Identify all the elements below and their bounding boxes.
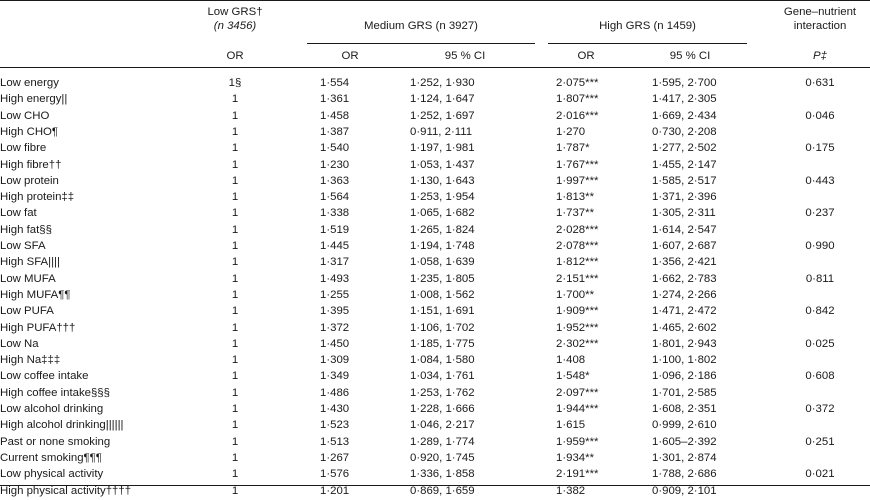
low-or: 1 <box>231 125 239 138</box>
high-ci: 1·595, 2·700 <box>652 77 717 89</box>
row-label: Low fibre <box>0 142 47 155</box>
or-low-header: OR <box>226 50 244 62</box>
medium-or: 1·450 <box>320 337 350 350</box>
high-or: 2·302*** <box>556 337 599 350</box>
low-or: 1 <box>231 321 239 334</box>
p-header: P‡ <box>813 50 827 62</box>
low-or: 1 <box>231 419 239 432</box>
medium-or: 1·513 <box>320 435 350 448</box>
table-row <box>0 91 870 108</box>
low-or: 1 <box>231 435 239 448</box>
row-label: Low alcohol drinking <box>0 403 104 415</box>
high-or: 1·952*** <box>556 321 599 334</box>
medium-or: 1·458 <box>320 109 350 122</box>
table-row <box>0 368 870 385</box>
interaction-p: 0·025 <box>805 337 835 350</box>
row-label: Past or none smoking <box>0 435 111 448</box>
table-row <box>0 189 870 206</box>
high-or: 2·191*** <box>556 468 599 481</box>
medium-or: 1·309 <box>320 354 350 367</box>
high-or: 2·097*** <box>556 386 599 399</box>
table-row <box>0 417 870 434</box>
row-label: Low PUFA <box>0 305 54 318</box>
row-label: High CHO¶ <box>0 125 59 138</box>
table-row <box>0 124 870 141</box>
low-or: 1 <box>231 305 239 318</box>
high-or: 2·075*** <box>556 77 599 89</box>
medium-ci: 1·008, 1·562 <box>410 288 475 301</box>
row-label: Low coffee intake <box>0 370 89 383</box>
or-medium-header: OR <box>341 50 359 62</box>
table-row <box>0 140 870 157</box>
row-label: High PUFA††† <box>0 321 76 334</box>
medium-ci: 1·197, 1·981 <box>410 142 475 155</box>
row-label: High fat§§ <box>0 223 52 236</box>
low-or: 1 <box>231 484 239 497</box>
medium-or: 1·576 <box>320 468 350 481</box>
medium-ci: 1·151, 1·691 <box>410 305 475 318</box>
row-label: High physical activity†††† <box>0 484 132 497</box>
interaction-p: 0·372 <box>805 403 835 415</box>
medium-or: 1·349 <box>320 370 350 383</box>
high-or: 2·028*** <box>556 223 599 236</box>
medium-ci: 1·336, 1·858 <box>410 468 475 481</box>
medium-ci: 1·065, 1·682 <box>410 207 475 220</box>
table-row <box>0 352 870 369</box>
low-or: 1 <box>231 337 239 350</box>
high-or: 1·944*** <box>556 403 599 415</box>
table-row <box>0 238 870 255</box>
interaction-p: 0·021 <box>805 468 835 481</box>
high-or: 1·807*** <box>556 93 599 106</box>
low-or: 1 <box>231 223 239 236</box>
table-row <box>0 287 870 304</box>
medium-or: 1·493 <box>320 272 350 285</box>
table-row <box>0 75 870 92</box>
high-ci: 1·585, 2·517 <box>652 174 717 187</box>
high-ci: 0·909, 2·101 <box>652 484 717 497</box>
medium-or: 1·363 <box>320 174 350 187</box>
table-row <box>0 271 870 288</box>
medium-ci: 1·130, 1·643 <box>410 174 475 187</box>
interaction-p: 0·631 <box>805 77 835 89</box>
low-or: 1 <box>231 370 239 383</box>
medium-or: 1·361 <box>320 93 350 106</box>
medium-or: 1·395 <box>320 305 350 318</box>
high-ci: 1·305, 2·311 <box>652 207 716 220</box>
high-or: 2·078*** <box>556 240 599 252</box>
row-label: High coffee intake§§§ <box>0 386 110 399</box>
high-ci: 1·277, 2·502 <box>652 142 717 155</box>
low-or: 1 <box>231 142 239 155</box>
medium-grs-underline <box>307 43 535 44</box>
interaction-p: 0·842 <box>805 305 835 318</box>
table-row <box>0 320 870 337</box>
high-or: 2·151*** <box>556 272 599 285</box>
interaction-p: 0·811 <box>805 272 835 285</box>
medium-ci: 1·289, 1·774 <box>410 435 475 448</box>
medium-or: 1·387 <box>320 125 350 138</box>
row-label: Low CHO <box>0 109 50 122</box>
high-or: 1·767*** <box>556 158 599 171</box>
high-ci: 1·608, 2·351 <box>652 403 717 415</box>
high-ci: 1·614, 2·547 <box>652 223 717 236</box>
row-label: High fibre†† <box>0 158 62 171</box>
high-ci: 0·730, 2·208 <box>652 125 717 138</box>
interaction-p: 0·251 <box>805 435 835 448</box>
medium-or: 1·519 <box>320 223 350 236</box>
medium-ci: 0·911, 2·111 <box>410 125 473 138</box>
medium-ci: 1·084, 1·580 <box>410 354 475 367</box>
high-ci: 1·356, 2·421 <box>652 256 717 269</box>
medium-ci: 0·869, 1·659 <box>410 484 475 497</box>
high-or: 1·812*** <box>556 256 599 269</box>
high-ci: 1·417, 2·305 <box>652 93 717 106</box>
medium-grs-header: Medium GRS (n 3927) <box>364 20 478 32</box>
table-row <box>0 108 870 125</box>
low-or: 1 <box>231 174 239 187</box>
row-label: High energy|| <box>0 93 68 106</box>
high-ci: 1·471, 2·472 <box>652 305 717 318</box>
row-label: Low fat <box>0 207 37 220</box>
low-or: 1 <box>231 272 239 285</box>
row-label: High SFA|||| <box>0 256 60 269</box>
or-high-header: OR <box>577 50 595 62</box>
high-ci: 1·801, 2·943 <box>652 337 717 350</box>
high-ci: 1·788, 2·686 <box>652 468 717 481</box>
row-label: High MUFA¶¶ <box>0 288 71 301</box>
medium-or: 1·554 <box>320 77 350 89</box>
row-label: Low protein <box>0 174 59 187</box>
medium-ci: 1·034, 1·761 <box>410 370 475 383</box>
row-label: Low MUFA <box>0 272 56 285</box>
table-row <box>0 450 870 467</box>
top-rule <box>0 0 870 1</box>
interaction-p: 0·175 <box>805 142 835 155</box>
high-ci: 1·100, 1·802 <box>652 354 717 367</box>
interaction-header-1: Gene–nutrient <box>783 6 857 18</box>
high-or: 1·959*** <box>556 435 599 448</box>
medium-ci: 1·194, 1·748 <box>410 240 475 252</box>
table-row <box>0 173 870 190</box>
table-row <box>0 205 870 222</box>
high-ci: 1·662, 2·783 <box>652 272 717 285</box>
high-grs-underline <box>548 43 747 44</box>
medium-or: 1·430 <box>320 403 350 415</box>
row-label: Low SFA <box>0 240 46 252</box>
low-or: 1 <box>231 93 239 106</box>
medium-or: 1·317 <box>320 256 350 269</box>
high-ci: 1·096, 2·186 <box>652 370 717 383</box>
low-or: 1 <box>231 158 239 171</box>
table-row <box>0 483 870 500</box>
high-ci: 1·465, 2·602 <box>652 321 717 334</box>
low-or: 1 <box>231 386 239 399</box>
interaction-p: 0·990 <box>805 240 835 252</box>
high-ci: 1·274, 2·266 <box>652 288 717 301</box>
high-ci: 1·371, 2·396 <box>652 191 717 204</box>
table-row <box>0 336 870 353</box>
table-row <box>0 434 870 451</box>
low-or: 1 <box>231 403 239 415</box>
high-ci: 0·999, 2·610 <box>652 419 717 432</box>
high-ci: 1·669, 2·434 <box>652 109 717 122</box>
header-rule <box>0 67 870 68</box>
medium-ci: 1·046, 2·217 <box>410 419 475 432</box>
high-or: 1·548* <box>556 370 590 383</box>
medium-or: 1·372 <box>320 321 350 334</box>
low-or: 1§ <box>228 77 242 89</box>
low-or: 1 <box>231 288 239 301</box>
row-label: Low Na <box>0 337 39 350</box>
medium-ci: 0·920, 1·745 <box>410 451 475 464</box>
interaction-p: 0·608 <box>805 370 835 383</box>
medium-or: 1·445 <box>320 240 350 252</box>
medium-ci: 1·252, 1·930 <box>410 77 475 89</box>
medium-ci: 1·235, 1·805 <box>410 272 475 285</box>
medium-ci: 1·185, 1·775 <box>410 337 475 350</box>
high-or: 1·408 <box>556 354 586 367</box>
interaction-p: 0·046 <box>805 109 835 122</box>
high-or: 1·615 <box>556 419 586 432</box>
high-ci: 1·455, 2·147 <box>652 158 717 171</box>
interaction-header-2: interaction <box>793 20 847 32</box>
high-grs-header: High GRS (n 1459) <box>599 20 696 32</box>
row-label: High alcohol drinking|||||| <box>0 419 124 432</box>
table-row <box>0 222 870 239</box>
high-or: 1·700** <box>556 288 594 301</box>
row-label: Low energy <box>0 77 59 89</box>
medium-ci: 1·265, 1·824 <box>410 223 475 236</box>
ci-medium-header: 95 % CI <box>444 50 486 62</box>
high-ci: 1·701, 2·585 <box>652 386 717 399</box>
low-or: 1 <box>231 451 239 464</box>
interaction-p: 0·237 <box>805 207 835 220</box>
medium-or: 1·267 <box>320 451 350 464</box>
medium-or: 1·486 <box>320 386 350 399</box>
high-or: 1·382 <box>556 484 586 497</box>
high-or: 1·997*** <box>556 174 599 187</box>
low-grs-header: Low GRS† <box>207 6 263 18</box>
high-or: 1·934** <box>556 451 594 464</box>
high-or: 1·787* <box>556 142 590 155</box>
interaction-p: 0·443 <box>805 174 835 187</box>
medium-or: 1·523 <box>320 419 350 432</box>
medium-ci: 1·106, 1·702 <box>410 321 475 334</box>
medium-ci: 1·253, 1·762 <box>410 386 475 399</box>
medium-or: 1·255 <box>320 288 350 301</box>
row-label: High Na‡‡‡ <box>0 354 61 367</box>
high-ci: 1·605–2·392 <box>652 435 717 448</box>
table-row <box>0 254 870 271</box>
medium-or: 1·338 <box>320 207 350 220</box>
high-ci: 1·607, 2·687 <box>652 240 717 252</box>
high-or: 1·909*** <box>556 305 599 318</box>
low-or: 1 <box>231 207 239 220</box>
medium-ci: 1·053, 1·437 <box>410 158 475 171</box>
medium-ci: 1·252, 1·697 <box>410 109 475 122</box>
low-or: 1 <box>231 191 239 204</box>
row-label: Low physical activity <box>0 468 104 481</box>
low-grs-n: (n 3456) <box>213 20 257 32</box>
low-or: 1 <box>231 256 239 269</box>
high-or: 1·270 <box>556 125 586 138</box>
table-row <box>0 466 870 483</box>
table-row <box>0 157 870 174</box>
row-label: High protein‡‡ <box>0 191 75 204</box>
medium-or: 1·230 <box>320 158 350 171</box>
table-row <box>0 385 870 402</box>
high-or: 1·813** <box>556 191 594 204</box>
low-or: 1 <box>231 354 239 367</box>
ci-high-header: 95 % CI <box>669 50 711 62</box>
low-or: 1 <box>231 109 239 122</box>
low-or: 1 <box>231 468 239 481</box>
medium-ci: 1·058, 1·639 <box>410 256 475 269</box>
medium-or: 1·540 <box>320 142 350 155</box>
high-or: 2·016*** <box>556 109 599 122</box>
medium-ci: 1·228, 1·666 <box>410 403 475 415</box>
medium-or: 1·564 <box>320 191 350 204</box>
medium-ci: 1·124, 1·647 <box>410 93 475 106</box>
table-row <box>0 401 870 418</box>
high-or: 1·737** <box>556 207 594 220</box>
medium-ci: 1·253, 1·954 <box>410 191 475 204</box>
high-ci: 1·301, 2·874 <box>652 451 717 464</box>
medium-or: 1·201 <box>320 484 350 497</box>
row-label: Current smoking¶¶¶ <box>0 451 102 464</box>
table-row <box>0 303 870 320</box>
low-or: 1 <box>231 240 239 252</box>
